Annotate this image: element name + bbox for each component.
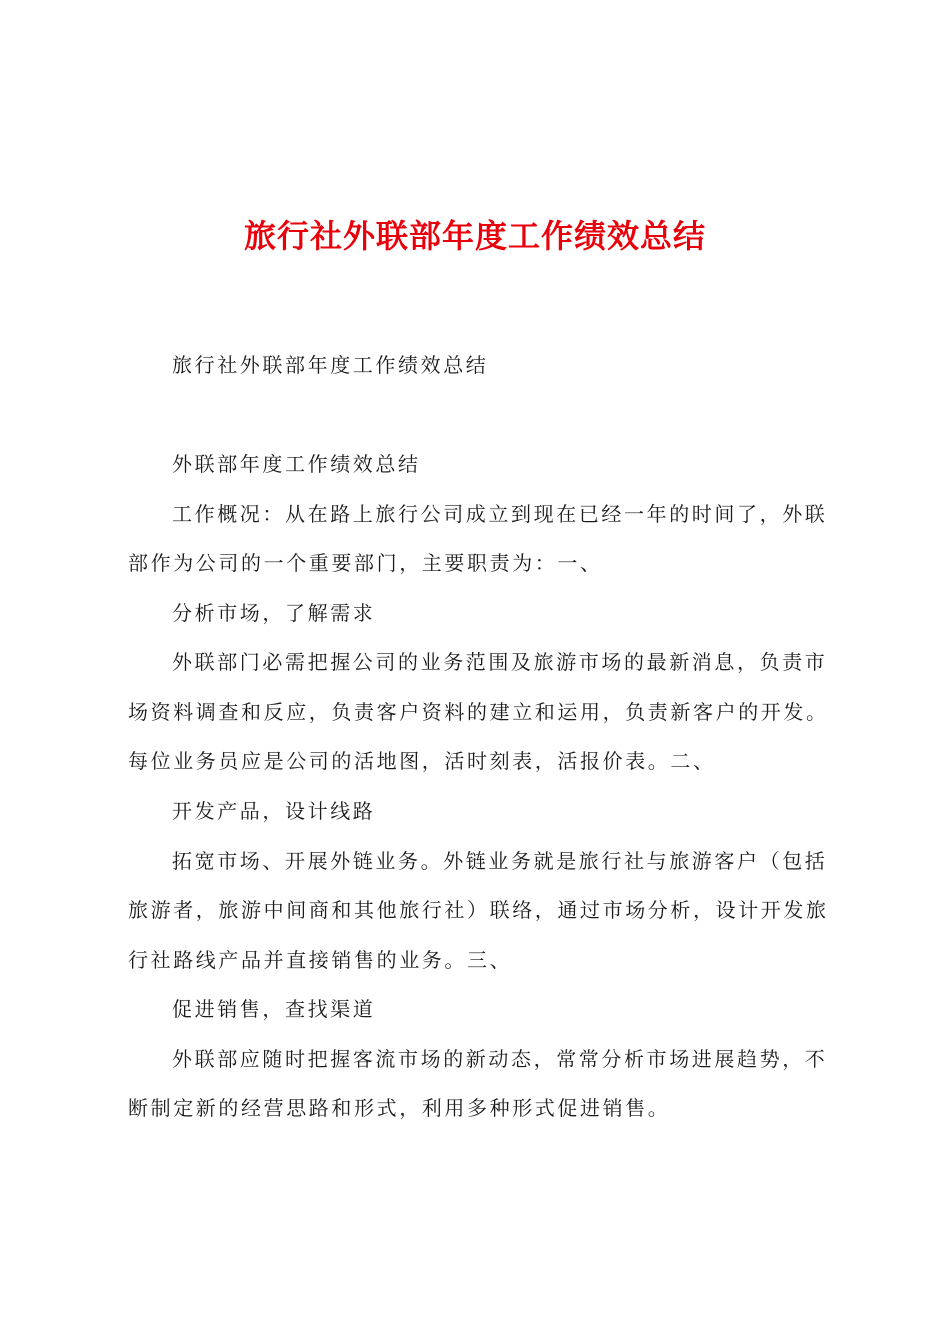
paragraph-line: 场资料调查和反应，负责客户资料的建立和运用，负责新客户的开发。 (128, 700, 829, 724)
paragraph-line: 行社路线产品并直接销售的业务。三、 (128, 948, 513, 972)
paragraph-line: 外联部应随时把握客流市场的新动态，常常分析市场进展趋势，不 (172, 1047, 828, 1071)
document-title: 旅行社外联部年度工作绩效总结 (243, 217, 706, 255)
section-heading: 开发产品，设计线路 (172, 799, 376, 823)
paragraph-line: 每位业务员应是公司的活地图，活时刻表，活报价表。二、 (128, 749, 716, 773)
paragraph-line: 断制定新的经营思路和形式，利用多种形式促进销售。 (128, 1096, 671, 1120)
subtitle-line: 旅行社外联部年度工作绩效总结 (172, 353, 489, 377)
paragraph-line: 工作概况：从在路上旅行公司成立到现在已经一年的时间了，外联 (172, 502, 828, 526)
section-heading: 分析市场，了解需求 (172, 601, 376, 625)
paragraph-line: 拓宽市场、开展外链业务。外链业务就是旅行社与旅游客户（包括 (172, 849, 828, 873)
section-heading: 促进销售，查找渠道 (172, 997, 376, 1021)
paragraph-line: 外联部门必需把握公司的业务范围及旅游市场的最新消息，负责市 (172, 650, 828, 674)
paragraph-line: 旅游者，旅游中间商和其他旅行社）联络，通过市场分析，设计开发旅 (128, 898, 829, 922)
paragraph-line: 外联部年度工作绩效总结 (172, 452, 421, 476)
paragraph-line: 部作为公司的一个重要部门，主要职责为：一、 (128, 551, 603, 575)
